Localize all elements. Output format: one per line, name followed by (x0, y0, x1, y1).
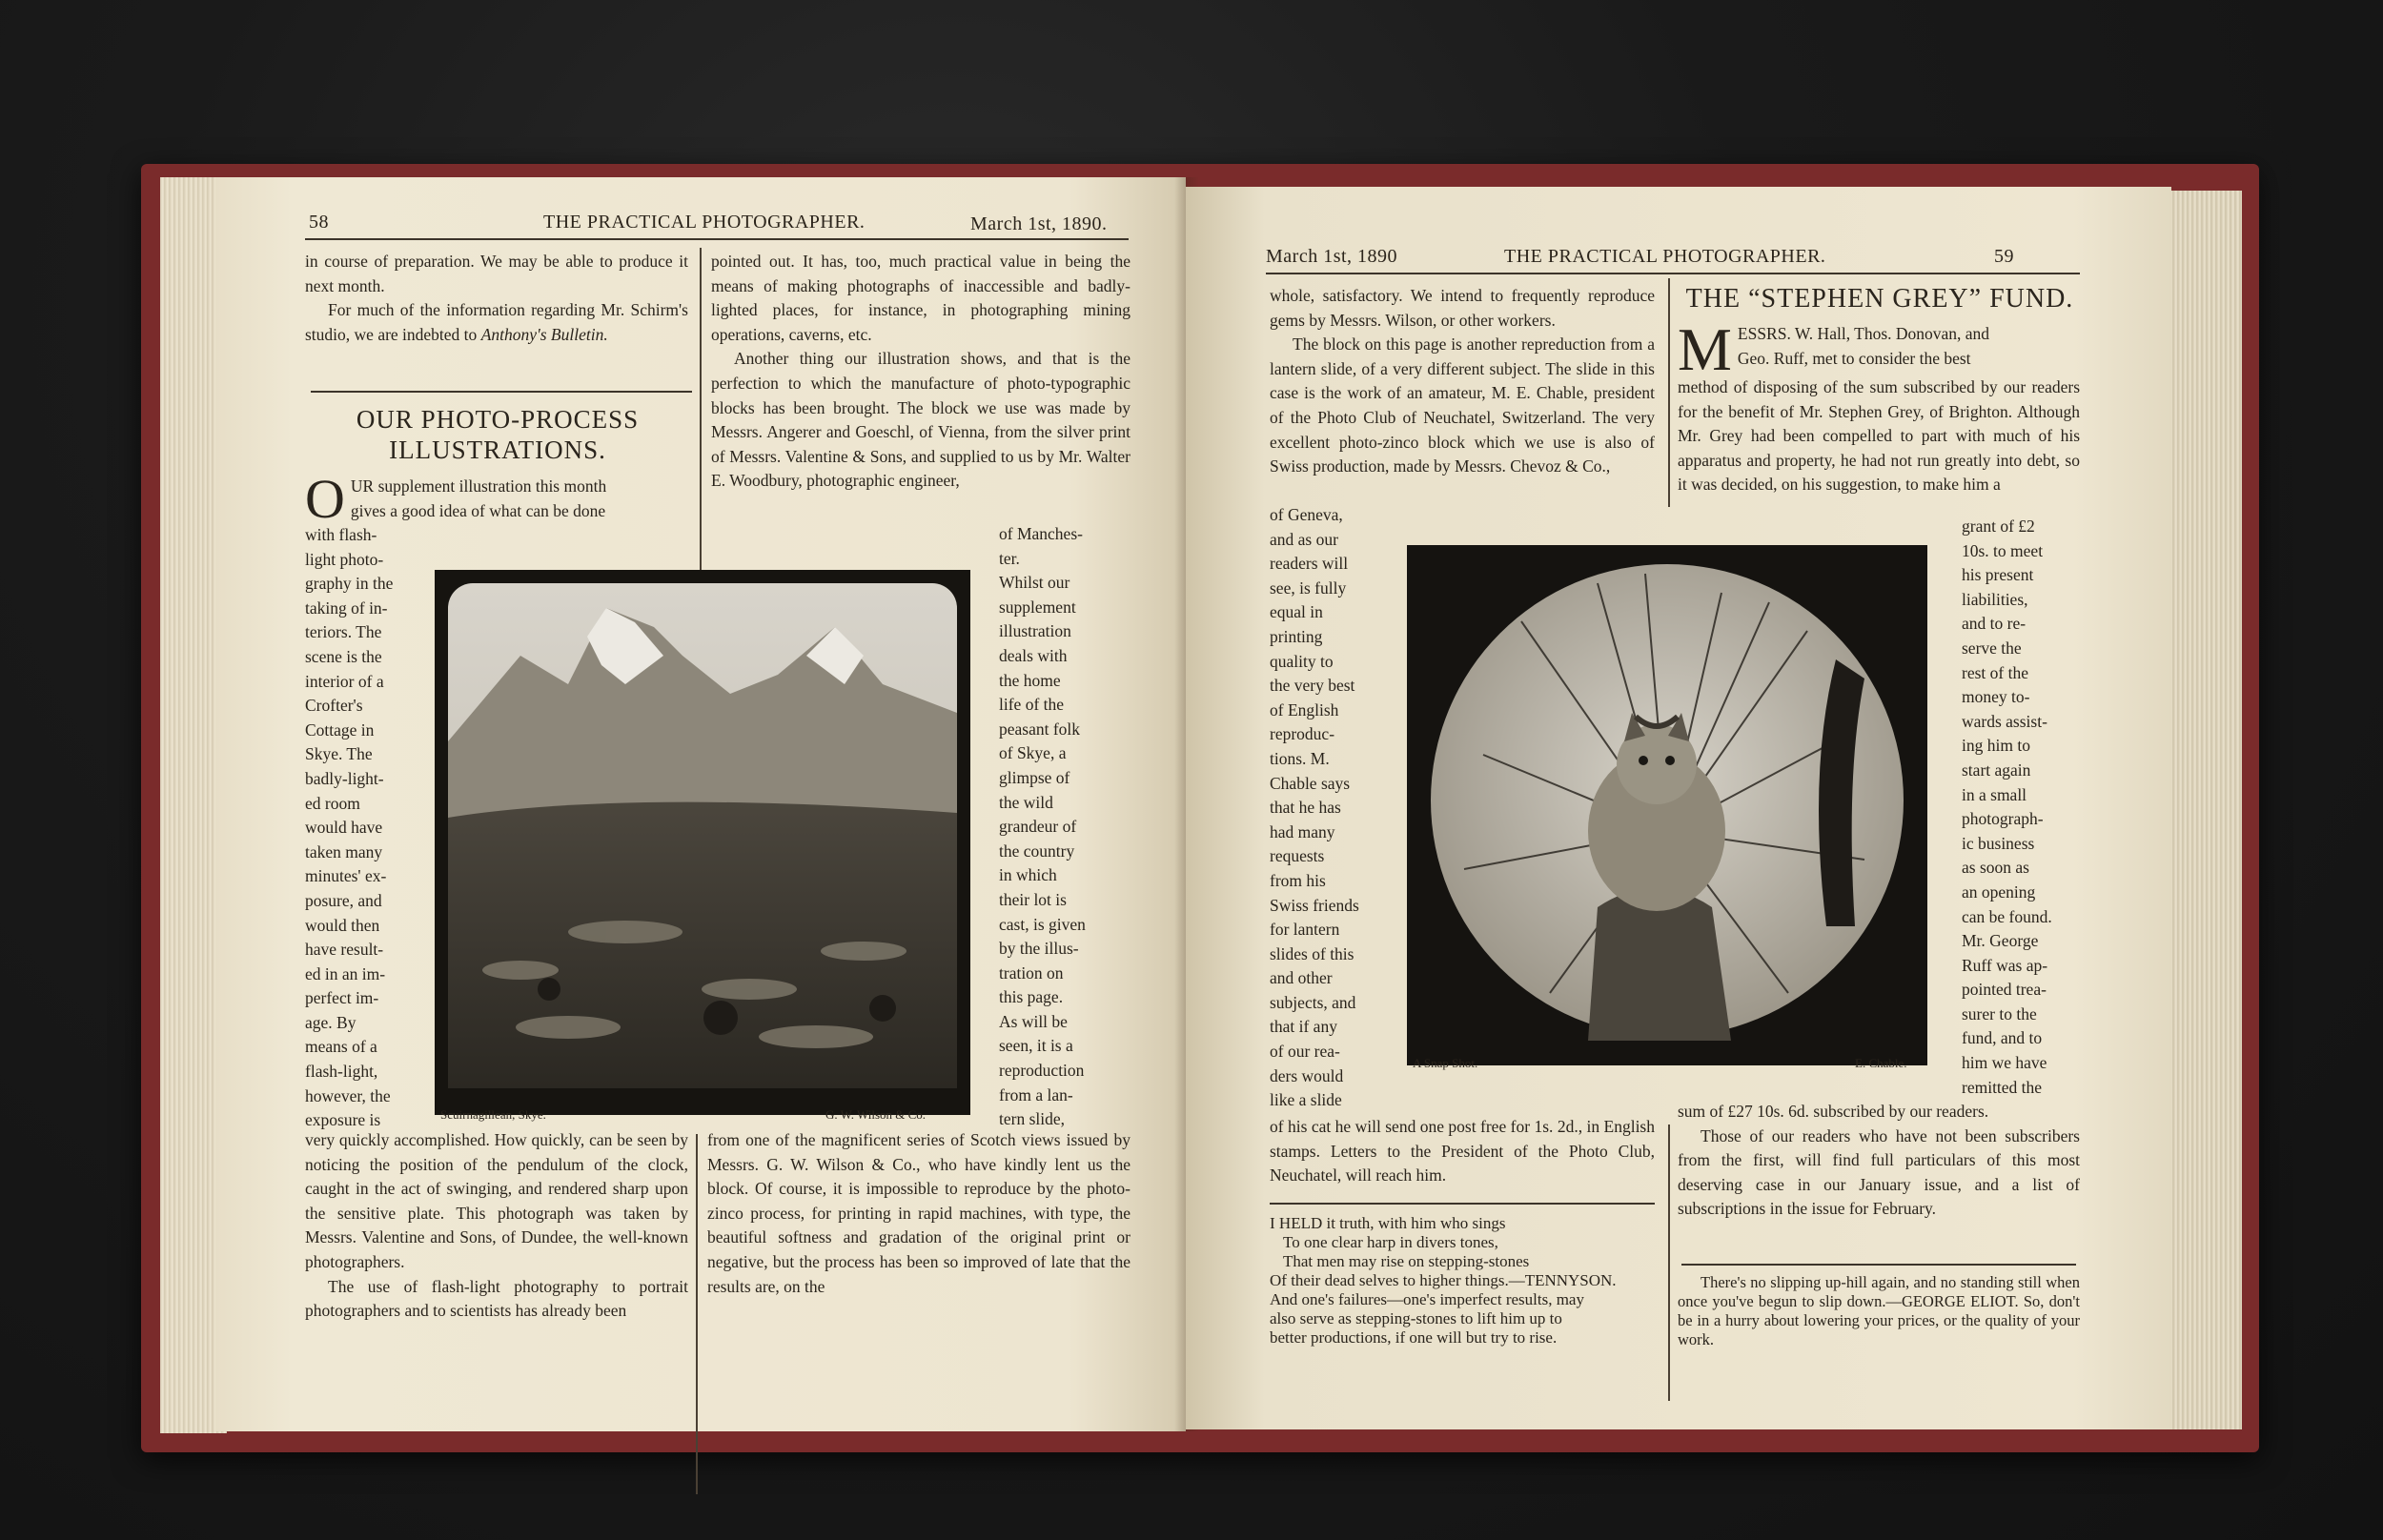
narrow-line: of Manches- (999, 524, 1083, 543)
page-date: March 1st, 1890 (1266, 246, 1398, 267)
narrow-line: Swiss friends (1270, 895, 1359, 915)
narrow-line: minutes' ex- (305, 866, 387, 886)
narrow-line: equal in (1270, 602, 1323, 622)
paragraph: whole, satisfactory. We intend to frequently reproduce gems by Messrs. Wilson, or other workers. (1270, 286, 1655, 330)
narrow-line: wards assist- (1962, 711, 2047, 731)
mountain-photo-image (435, 570, 970, 1115)
narrow-line: the country (999, 841, 1075, 861)
narrow-line: money to- (1962, 687, 2030, 707)
narrow-line: light photo- (305, 549, 384, 569)
narrow-line: ders would (1270, 1065, 1344, 1085)
narrow-line: serve the (1962, 638, 2022, 658)
photo-caption-credit: E. Chable. (1855, 1056, 1907, 1070)
paragraph: in course of preparation. We may be able to produce it next month. (305, 252, 688, 295)
cat-photo-image (1407, 545, 1927, 1065)
narrow-line: pointed trea- (1962, 980, 2047, 1000)
page-number: 59 (1994, 246, 2014, 267)
narrow-line: his present (1962, 565, 2034, 585)
narrow-line: ic business (1962, 833, 2035, 853)
paragraph: The block on this page is another repreduction from a lantern slide, of a very different subject. The slide in this case is the work of an amateur, M. E. Chable, president of the Photo Club of Neuchatel, Switzerland. The very excellent photo-zinco block which we use is also of Swiss production, made by Messrs. Chevoz & Co., (1270, 334, 1655, 476)
narrow-line: with flash- (305, 525, 377, 544)
tennyson-quote (1270, 1214, 1657, 1348)
col1-bottom (305, 1128, 688, 1324)
narrow-line: see, is fully (1270, 578, 1347, 598)
narrow-line: tions. M. (1270, 748, 1330, 768)
col2-bottom (707, 1128, 1130, 1299)
narrow-line: reproduc- (1270, 724, 1335, 744)
narrow-line: deals with (999, 645, 1068, 665)
narrow-line: graphy in the (305, 574, 394, 594)
narrow-line: Skye. The (305, 744, 373, 764)
narrow-line: for lantern (1270, 920, 1340, 940)
eliot-quote (1678, 1273, 2080, 1349)
section-rule (311, 391, 692, 393)
narrow-line: of Geneva, (1270, 505, 1343, 524)
narrow-line: would have (305, 818, 383, 838)
narrow-line: scene is the (305, 646, 382, 666)
narrow-line: their lot is (999, 889, 1067, 909)
narrow-line: surer to the (1962, 1003, 2037, 1023)
poem-line: better productions, if one will but try to rise. (1270, 1328, 1558, 1347)
running-title: THE PRACTICAL PHOTOGRAPHER. (543, 212, 866, 233)
paragraph: of his cat he will send one post free for 1s. 2d., in English stamps. Letters to the President of the Photo Club, Neuchatel, will reach him. (1270, 1117, 1655, 1185)
drop-cap: M (1678, 315, 1732, 383)
narrow-line: taken many (305, 841, 383, 861)
narrow-line: that he has (1270, 798, 1341, 818)
narrow-line: and to re- (1962, 614, 2027, 634)
narrow-line: life of the (999, 695, 1065, 715)
narrow-line: glimpse of (999, 767, 1070, 787)
narrow-line: Chable says (1270, 773, 1351, 793)
drop-cap: O (305, 468, 345, 530)
mountain-photo (435, 570, 970, 1115)
line: UR supplement illustration this month (350, 476, 607, 496)
narrow-line: that if any (1270, 1017, 1337, 1037)
narrow-line: in a small (1962, 784, 2027, 804)
fund-bottom (1678, 1100, 2080, 1222)
article-title (305, 404, 690, 465)
narrow-line: the home (999, 670, 1061, 690)
narrow-line: exposure is (305, 1110, 381, 1130)
narrow-line: peasant folk (999, 719, 1081, 739)
narrow-line: the wild (999, 792, 1053, 812)
narrow-line: from a lan- (999, 1084, 1073, 1104)
narrow-line: ed room (305, 793, 360, 813)
narrow-line: Ruff was ap- (1962, 955, 2048, 975)
narrow-line: slides of this (1270, 943, 1354, 963)
paragraph: method of disposing of the sum subscribed by our readers for the benefit of Mr. Stephen Grey, of Brighton. Although Mr. Grey had been compelled to part with much of his apparatus and property, he had not run greatly into debt, so it was decided, on his suggestion, to make him a (1678, 377, 2080, 495)
narrow-line: had many (1270, 821, 1335, 841)
col1-article-top (305, 468, 690, 530)
narrow-line: of Skye, a (999, 743, 1067, 763)
narrow-line: start again (1962, 760, 2031, 780)
column-divider-bottom (696, 1134, 698, 1494)
page-number: 58 (309, 212, 329, 233)
fund-top (1678, 315, 2080, 497)
poem-line: Of their dead selves to higher things.—TENNYSON. (1270, 1271, 1617, 1289)
paragraph: Those of our readers who have not been subscribers from the first, will find full particulars of this most deserving case in our January issue, and a list of subscriptions in the issue for February. (1678, 1125, 2080, 1219)
narrow-line: Whilst our (999, 573, 1070, 593)
narrow-line: ed in an im- (305, 963, 386, 983)
narrow-line: by the illus- (999, 939, 1079, 959)
poem-line: And one's failures—one's imperfect results, may (1270, 1290, 1584, 1308)
narrow-line: an opening (1962, 881, 2036, 902)
narrow-line: interior of a (305, 671, 384, 691)
narrow-line: taking of in- (305, 598, 388, 618)
page-date: March 1st, 1890. (970, 213, 1108, 234)
narrow-line: subjects, and (1270, 992, 1356, 1012)
section-rule (1681, 1264, 2076, 1266)
narrow-line: remitted the (1962, 1077, 2043, 1097)
col1-narrow (1270, 503, 1380, 1113)
narrow-line: the very best (1270, 676, 1355, 696)
narrow-line: ter. (999, 548, 1020, 568)
narrow-line: photograph- (1962, 809, 2044, 829)
narrow-line: teriors. The (305, 622, 382, 642)
paragraph (305, 298, 688, 347)
narrow-line: of English (1270, 699, 1339, 719)
column-divider-top (1668, 278, 1670, 507)
narrow-line: readers will (1270, 554, 1349, 574)
narrow-line: requests (1270, 846, 1325, 866)
narrow-line: however, the (305, 1085, 391, 1105)
narrow-line: him we have (1962, 1053, 2047, 1073)
column-divider-bottom (1668, 1125, 1670, 1401)
narrow-line: Mr. George (1962, 931, 2039, 951)
narrow-line: fund, and to (1962, 1028, 2043, 1048)
col1-narrow (305, 523, 431, 1133)
col1-bottom (1270, 1115, 1655, 1188)
narrow-line: have result- (305, 940, 384, 960)
narrow-line: tration on (999, 962, 1064, 983)
cat-photo (1407, 545, 1927, 1065)
narrow-line: posure, and (305, 890, 382, 910)
narrow-line: quality to (1270, 651, 1334, 671)
fund-narrow (1962, 515, 2080, 1100)
section-rule (1270, 1203, 1655, 1205)
paragraph: sum of £27 10s. 6d. subscribed by our readers. (1678, 1102, 1989, 1121)
narrow-line: ing him to (1962, 736, 2030, 756)
narrow-line: in which (999, 865, 1057, 885)
narrow-line: Crofter's (305, 696, 363, 716)
narrow-line: badly-light- (305, 768, 384, 788)
article-title-line: ILLUSTRATIONS. (389, 436, 606, 464)
narrow-line: rest of the (1962, 662, 2028, 682)
narrow-line: flash-light, (305, 1062, 378, 1082)
italic-text: Anthony's Bulletin. (480, 324, 608, 344)
narrow-line: cast, is given (999, 914, 1086, 934)
narrow-line: and as our (1270, 529, 1338, 549)
paragraph: Another thing our illustration shows, and that is the perfection to which the manufacture of photo-typographic blocks has been brought. The block we use was made by Messrs. Angerer and Goeschl, of Vienna, from the silver print of Messrs. Valentine & Sons, and supplied to us by Mr. Walter E. Woodbury, photographic engineer, (711, 349, 1130, 491)
narrow-line: 10s. to meet (1962, 540, 2044, 560)
poem-line: To one clear harp in divers tones, (1283, 1233, 1498, 1251)
poem-line: I HELD it truth, with him who sings (1270, 1214, 1506, 1232)
narrow-line: supplement (999, 597, 1076, 617)
narrow-line: can be found. (1962, 906, 2052, 926)
text: For much of the information regarding Mr. Schirm's studio, we are indebted to (305, 300, 688, 344)
narrow-line: grandeur of (999, 817, 1077, 837)
paragraph: pointed out. It has, too, much practical value in being the means of making photographs of inaccessible and badly-lighted places, for instance, in photographing mining operations, caverns, etc. (711, 252, 1130, 344)
photo-caption-credit: G. W. Wilson & Co. (825, 1107, 927, 1122)
narrow-line: perfect im- (305, 988, 379, 1008)
narrow-line: and other (1270, 968, 1333, 988)
narrow-line: printing (1270, 626, 1323, 646)
narrow-line: means of a (305, 1037, 377, 1057)
header-rule (1266, 273, 2080, 274)
narrow-line: would then (305, 915, 380, 935)
photo-caption-title: Scuirnagillean, Skye. (440, 1107, 546, 1122)
line: ESSRS. W. Hall, Thos. Donovan, and (1737, 324, 1990, 343)
narrow-line: Cottage in (305, 719, 375, 740)
narrow-line: liabilities, (1962, 589, 2028, 609)
col1-top (1270, 284, 1655, 479)
narrow-line: from his (1270, 870, 1326, 890)
left-page (215, 177, 1186, 1431)
narrow-line: seen, it is a (999, 1036, 1073, 1056)
fund-title: THE “STEPHEN GREY” FUND. (1685, 284, 2074, 314)
photo-caption-title: A Snap Shot. (1413, 1056, 1478, 1070)
narrow-line: of our rea- (1270, 1042, 1340, 1062)
running-title: THE PRACTICAL PHOTOGRAPHER. (1504, 246, 1826, 267)
line: gives a good idea of what can be done (350, 500, 606, 520)
article-title-line: OUR PHOTO-PROCESS (356, 405, 640, 434)
poem-line: also serve as stepping-stones to lift him up to (1270, 1309, 1562, 1327)
line: Geo. Ruff, met to consider the best (1737, 348, 1971, 368)
narrow-line: illustration (999, 621, 1071, 641)
paragraph: There's no slipping up-hill again, and no standing still when once you've begun to slip down.—GEORGE ELIOT. So, don't be in a hurry about lowering your prices, or the quality of your work. (1678, 1273, 2080, 1348)
paragraph: from one of the magnificent series of Scotch views issued by Messrs. G. W. Wilson & Co., who have kindly lent us the block. Of course, it is impossible to reproduce by the photo-zinco process, for printing in rapid machines, with type, the beautiful softness and gradation of the original print or negative, but the process has been so improved of late that the results are, on the (707, 1130, 1130, 1296)
col2-top (711, 250, 1130, 494)
narrow-line: age. By (305, 1012, 356, 1032)
narrow-line: reproduction (999, 1061, 1085, 1081)
paragraph: very quickly accomplished. How quickly, can be seen by noticing the position of the pendulum of the clock, caught in the act of swinging, and rendered sharp upon the sensitive plate. This photograph was taken by Messrs. Valentine and Sons, of Dundee, the well-known photographers. (305, 1130, 688, 1271)
narrow-line: as soon as (1962, 858, 2029, 878)
col1-top (305, 250, 688, 347)
narrow-line: As will be (999, 1011, 1068, 1031)
narrow-line: this page. (999, 987, 1064, 1007)
header-rule (305, 238, 1129, 240)
right-page (1186, 187, 2171, 1429)
narrow-line: like a slide (1270, 1090, 1342, 1110)
paragraph: The use of flash-light photography to portrait photographers and to scientists has already been (305, 1276, 688, 1321)
narrow-line: grant of £2 (1962, 517, 2035, 536)
poem-line: That men may rise on stepping-stones (1283, 1252, 1530, 1270)
narrow-line: tern slide, (999, 1109, 1066, 1129)
col2-narrow (999, 522, 1130, 1132)
